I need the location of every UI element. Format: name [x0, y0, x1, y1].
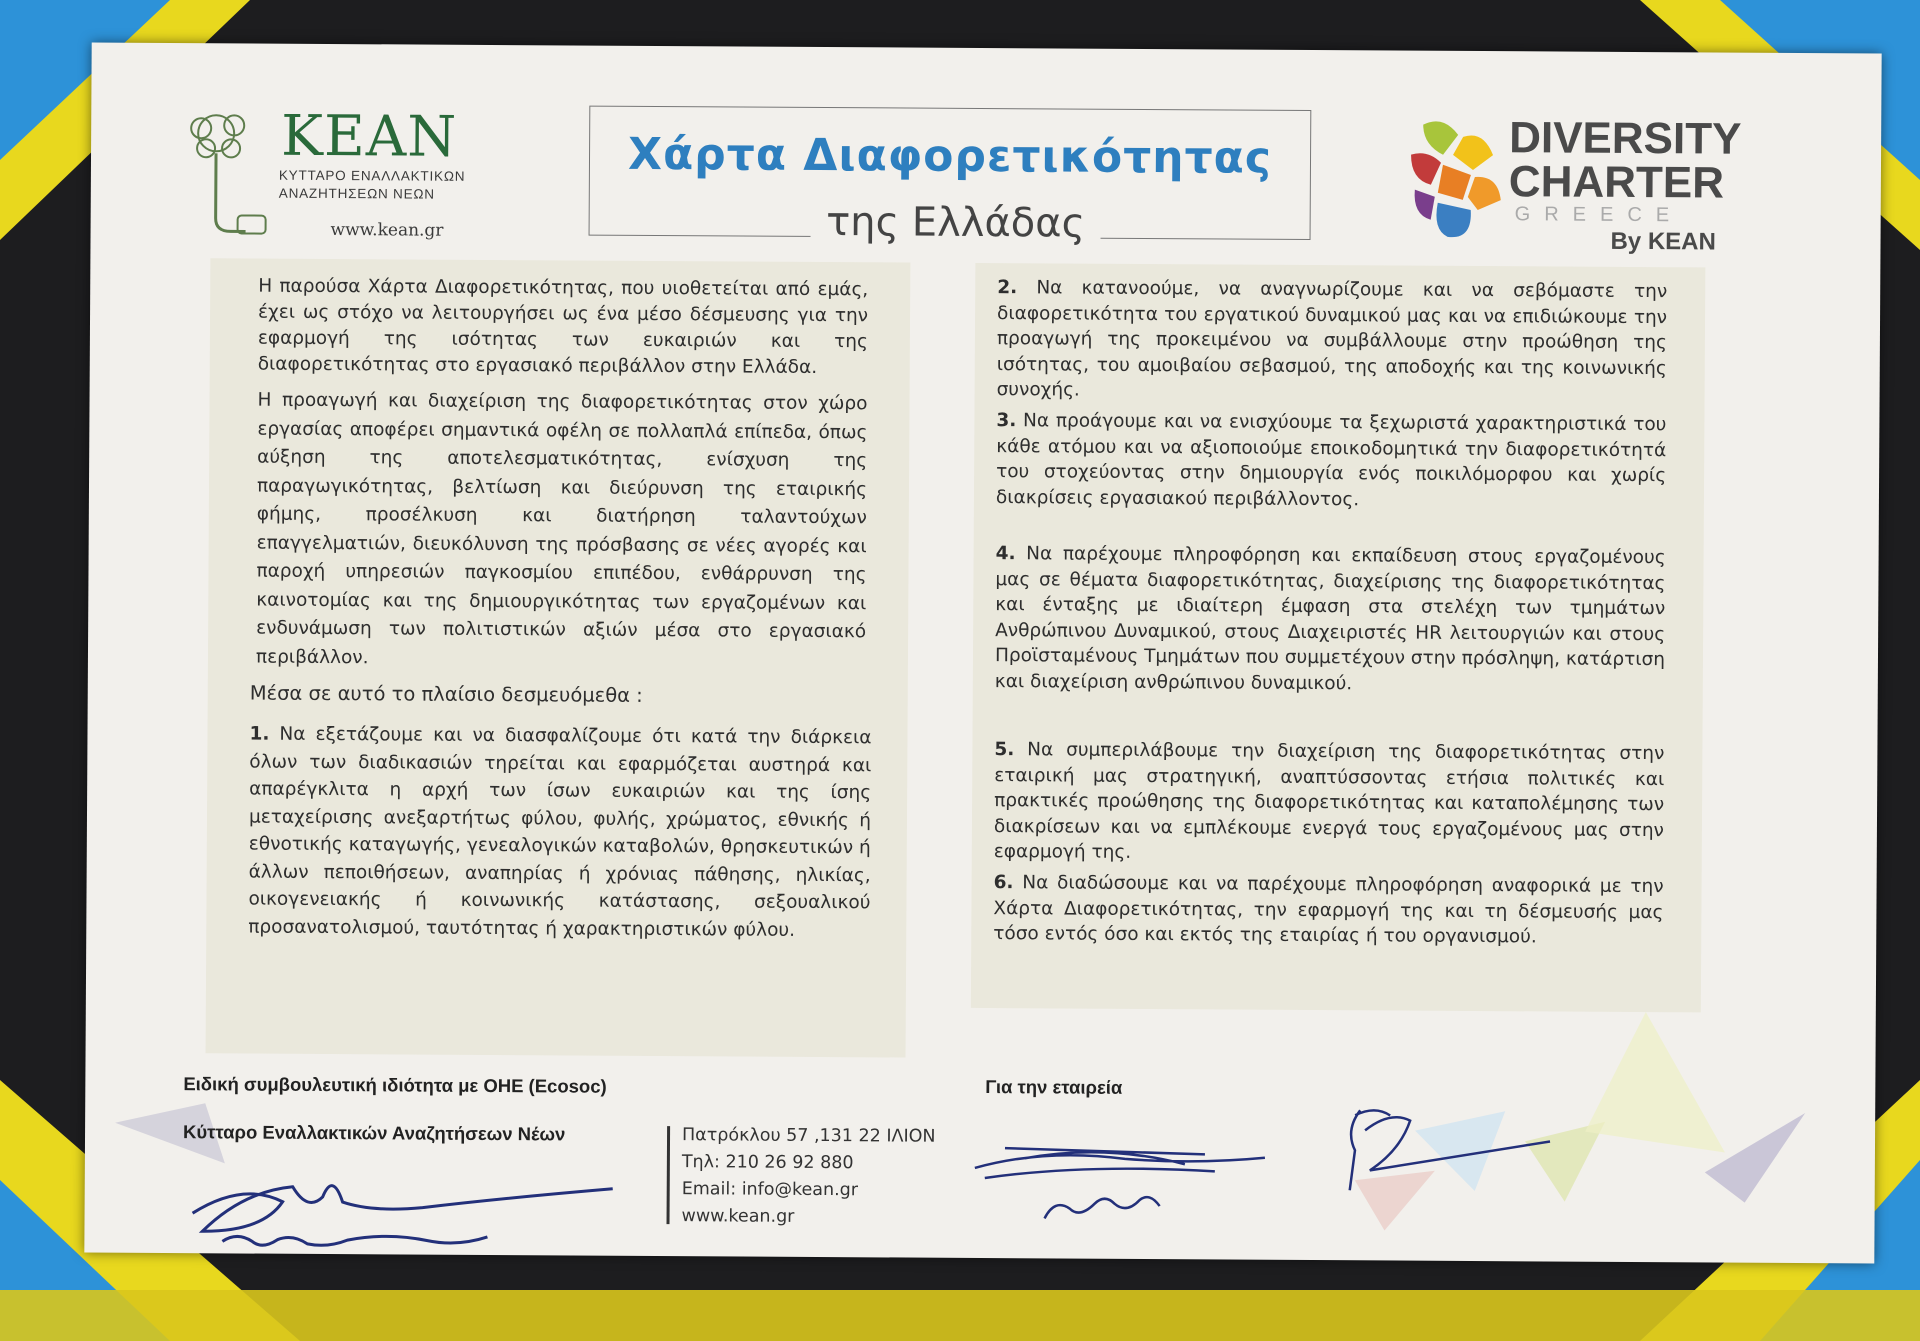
- diversity-charter-by: By KEAN: [1610, 227, 1716, 256]
- kean-website: www.kean.gr: [330, 220, 444, 241]
- diversity-charter-logo-icon: [1403, 115, 1509, 246]
- intro-paragraph-2: Η προαγωγή και διαχείριση της διαφορετικότητας στον χώρο εργασίας αποφέρει σημαντικά οφέλη σε πολλαπλά επίπεδα, όπως αύξηση της αποτελεσματικότητας, ενίσχυση της παραγωγικότητας, βελτίωση και διεύρυνση της εταιρικής φήμης, προσέλκυση και διατήρηση ταλαντούχων επαγγελματιών, διευκόλυνση της πρόσβασης σε νέες αγορές και παροχή υπηρεσιών παγκοσμίου επιπέδου, ενθάρρυνση της καινοτομίας και της δημιουργικότητας των εργαζομένων και ενδυνάμωση των πολιτιστικών αξιών μέσα στο εργασιακό περιβάλλον.: [255, 389, 868, 668]
- diversity-charter-line1: DIVERSITY: [1509, 113, 1742, 164]
- intro-paragraph-1: Η παρούσα Χάρτα Διαφορετικότητας, που υιοθετείται από εμάς, έχει ως στόχο να λειτουργήσει ως ένα μέσο δέσμευσης για την εφαρμογή της ισότητας των ευκαιριών και της διαφορετικότητας στο εργασιακό περιβάλλον στην Ελλάδα.: [257, 275, 869, 378]
- commitment-item-2: [997, 275, 1668, 407]
- page-subtitle: της Ελλάδας: [810, 199, 1100, 247]
- item-text: Να κατανοούμε, να αναγνωρίζουμε και να σεβόμαστε την διαφορετικότητα του εργατικού δυναμικού μας και να επιδιώκουμε την προαγωγή της προκειμένου να συμβάλλουμε στην προώθηση της ισότητας, του αμοιβαίου σεβασμού, της αποδοχής και της κοινωνικής συνοχής.: [996, 277, 1668, 401]
- item-number: 4.: [995, 543, 1016, 565]
- contact-info: [681, 1122, 935, 1232]
- item-number: 6.: [993, 872, 1014, 894]
- commitment-item-5: [994, 737, 1665, 869]
- left-text-column: [206, 258, 911, 1057]
- organization-name: Κύτταρο Εναλλακτικών Αναζητήσεων Νέων: [182, 1121, 566, 1145]
- item-number: 2.: [997, 277, 1018, 299]
- kean-subtitle-line2: ΑΝΑΖΗΤΗΣΕΩΝ ΝΕΩΝ: [278, 185, 435, 202]
- commitment-item-3: [996, 408, 1667, 514]
- address: Πατρόκλου 57 ,131 22 ΙΛΙΟΝ: [681, 1125, 936, 1147]
- item-number: 5.: [994, 739, 1015, 761]
- kean-logo-text: KEAN: [280, 103, 458, 170]
- for-the-company-label: Για την εταιρεία: [985, 1076, 1123, 1098]
- right-text-column: [971, 263, 1706, 1012]
- company-signature-2: [1330, 1090, 1581, 1202]
- commitment-item-4: [995, 541, 1666, 698]
- item-text: Να συμπεριλάβουμε την διαχείριση της διαφορετικότητας στην εταιρική μας στρατηγική, αναπτύσσοντας ετήσια πολιτικές και πρακτικές προώθησης της διαφορετικότητας και καταπολέμησης των διακρίσεων και να εμπλέκουμε ενεργά τους εργαζομένους μας στην εφαρμογή της.: [993, 739, 1665, 863]
- email: Email: info@kean.gr: [681, 1179, 859, 1201]
- page-title: Χάρτα Διαφορετικότητας: [627, 128, 1273, 184]
- commitment-item-1: [248, 721, 871, 945]
- item-number: 1.: [249, 723, 270, 745]
- item-text: Να εξετάζουμε και να διασφαλίζουμε ότι κατά την διάρκεια όλων των διαδικασιών τηρείται και εφαρμόζεται αυστηρά και απαρέγκλιτα η αρχή των ίσων ευκαιριών και της ίσης μεταχείρισης ανεξαρτήτως φύλου, φυλής, χρώματος, εθνικής ή εθνοτικής καταγωγής, γενεαλογικών καταβολών, θρησκευτικών ή άλλων πεποιθήσεων, αναπηρίας ή χρόνιας πάθησης, ηλικίας, οικογενειακής ή κοινωνικής κατάστασης, σεξουαλικού προσανατολισμού, ταυτότητας ή χαρακτηριστικών φύλου.: [248, 723, 872, 941]
- item-text: Να διαδώσουμε και να παρέχουμε πληροφόρηση αναφορικά με την Χάρτα Διαφορετικότητας, την εφαρμογή της και τη δέσμευσής μας τόσο εντός όσο και εκτός της εταιρίας ή του οργανισμού.: [993, 872, 1664, 948]
- ecosoc-status: Ειδική συμβουλευτική ιδιότητα με ΟΗΕ (Ecosoc): [183, 1073, 607, 1097]
- website: www.kean.gr: [681, 1206, 795, 1227]
- phone: Τηλ: 210 26 92 880: [681, 1152, 854, 1174]
- kean-subtitle-line1: ΚΥΤΤΑΡΟ ΕΝΑΛΛΑΚΤΙΚΩΝ: [278, 167, 466, 184]
- diversity-charter-line2: CHARTER: [1508, 157, 1725, 208]
- company-signature-1: [964, 1108, 1285, 1230]
- kean-signature: [182, 1141, 663, 1264]
- item-text: Να προάγουμε και να ενισχύουμε τα ξεχωριστά χαρακτηριστικά του κάθε ατόμου και να αξιοποιούμε εποικοδομητικά την διαφορετικότητά του στοχεύοντας στην δημιουργία ενός ποικιλόμορφου και χωρίς διακρίσεις εργασιακού περιβάλλοντος.: [995, 410, 1667, 510]
- item-number: 3.: [996, 410, 1017, 432]
- charter-certificate: [84, 43, 1881, 1264]
- contact-divider: [667, 1126, 671, 1224]
- item-text: Να παρέχουμε πληροφόρηση και εκπαίδευση στους εργαζομένους μας σε θέματα διαφορετικότητας, διαχείρισης της διαφορετικότητας και ένταξης με ιδιαίτερη έμφαση στα στελέχη των τμημάτων Ανθρώπινου Δυναμικού, στους Διαχειριστές HR λειτουργιών και στους Προϊσταμένους Τμημάτων που συμμετέχουν στην πρόσληψη, κατάρτιση και διαχείριση ανθρώπινου δυναμικού.: [994, 543, 1666, 694]
- commitment-item-6: [993, 870, 1663, 951]
- commitment-heading: Μέσα σε αυτό το πλαίσιο δεσμευόμεθα :: [249, 681, 643, 707]
- diversity-charter-country: GREECE: [1514, 203, 1684, 227]
